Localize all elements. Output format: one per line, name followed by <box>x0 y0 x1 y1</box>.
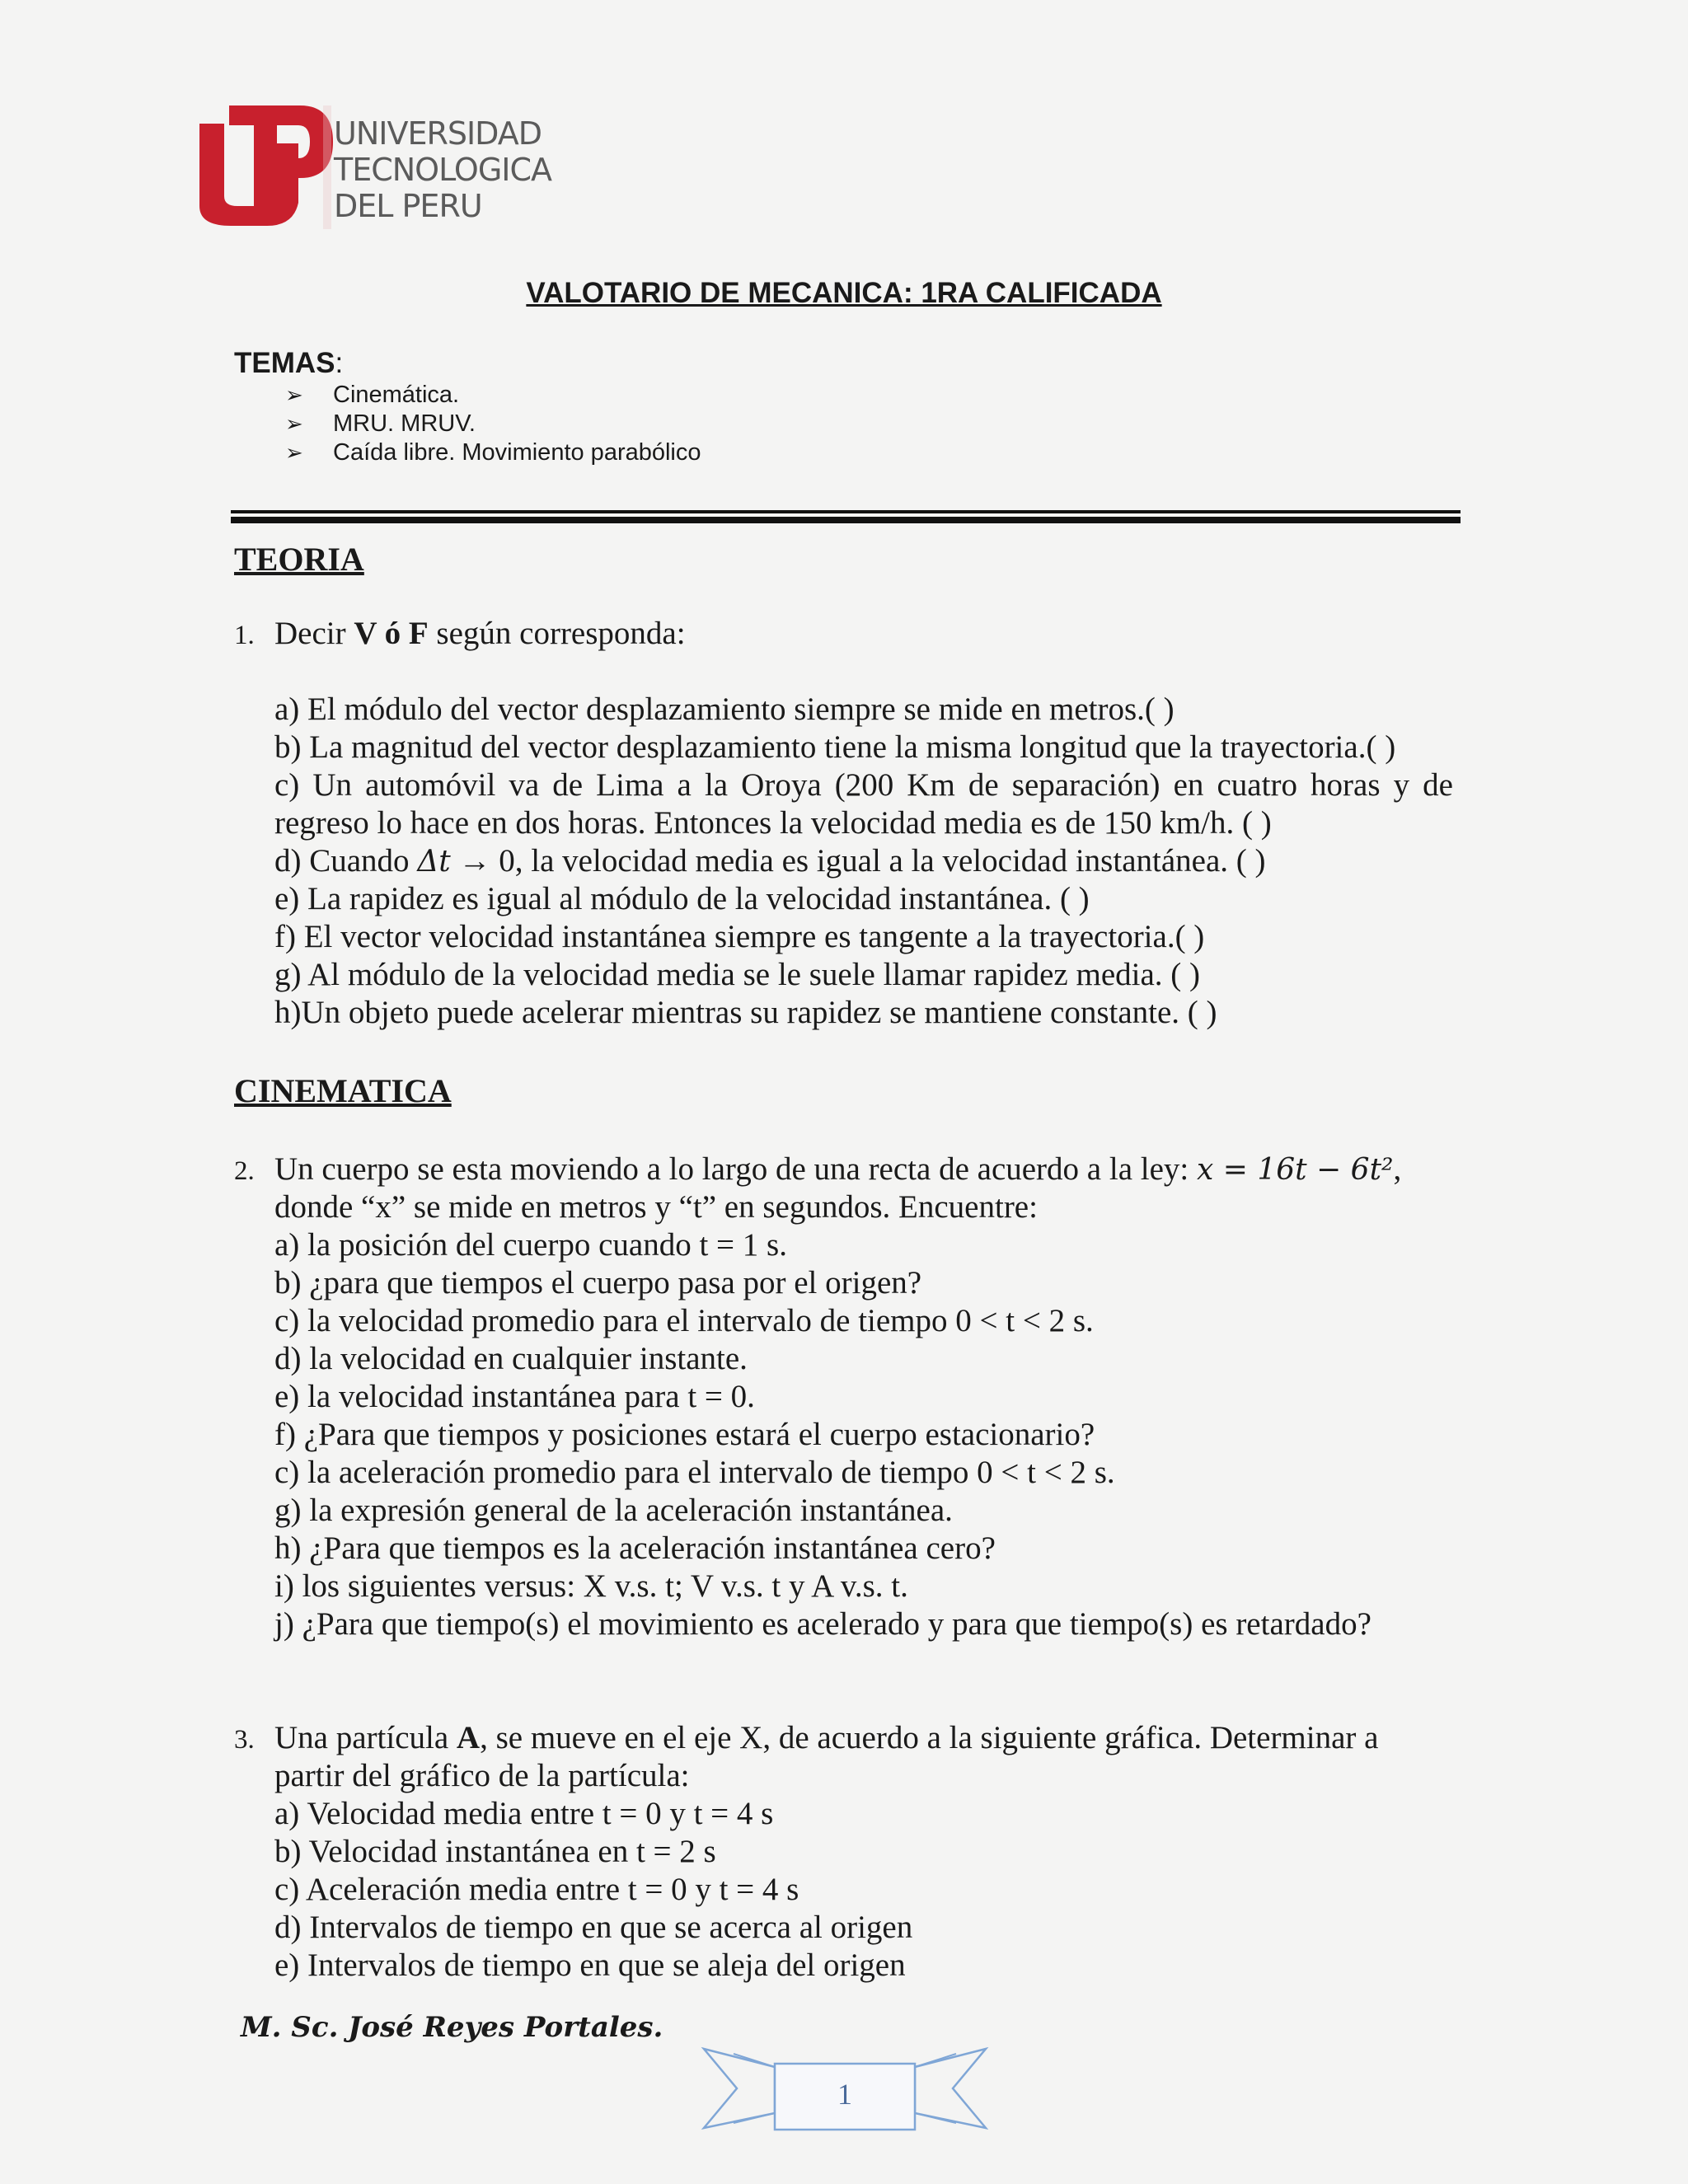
question-number: 3. <box>234 1725 255 1755</box>
question-2-item: j) ¿Para que tiempo(s) el movimiento es acelerado y para que tiempo(s) es retardado? <box>274 1606 1372 1642</box>
arrow-bullet-icon: ➢ <box>285 411 303 436</box>
question-2-item: c) la velocidad promedio para el intervalo de tiempo 0 < t < 2 s. <box>274 1303 1094 1338</box>
prompt-bold: V ó F <box>354 616 429 651</box>
statement-h: h)Un objeto puede acelerar mientras su rapidez se mantiene constante. ( ) <box>274 995 1217 1030</box>
question-2-item: d) la velocidad en cualquier instante. <box>274 1341 748 1376</box>
temas-item <box>285 410 701 438</box>
question-3-item: d) Intervalos de tiempo en que se acerca al origen <box>274 1910 913 1945</box>
question-2-item: b) ¿para que tiempos el cuerpo pasa por el origen? <box>274 1265 922 1301</box>
question-text: Una partícula <box>274 1720 457 1755</box>
question-2-item: g) la expresión general de la aceleración instantánea. <box>274 1493 953 1528</box>
question-text: , se mueve en el eje X, de acuerdo a la siguiente gráfica. Determinar a <box>480 1720 1379 1755</box>
question-text: Un cuerpo se esta moviendo a lo largo de una recta de acuerdo a la ley: <box>274 1151 1197 1187</box>
divider-thin <box>231 510 1461 513</box>
temas-list <box>285 381 701 467</box>
question-3-item: a) Velocidad media entre t = 0 y t = 4 s <box>274 1796 774 1831</box>
section-heading-cinematica: CINEMATICA <box>234 1072 452 1109</box>
prompt-text: según corresponda: <box>428 616 686 651</box>
question-3-item: e) Intervalos de tiempo en que se aleja del origen <box>274 1947 906 1983</box>
arrow-bullet-icon: ➢ <box>285 382 303 407</box>
statement-f: f) El vector velocidad instantánea siempre es tangente a la trayectoria.( ) <box>274 919 1205 954</box>
question-2-item: i) los siguientes versus: X v.s. t; V v.s. t y A v.s. t. <box>274 1568 908 1604</box>
logo-wordmark <box>334 115 551 224</box>
question-number: 2. <box>234 1156 255 1186</box>
question-3-item: c) Aceleración media entre t = 0 y t = 4 s <box>274 1872 799 1907</box>
question-2-item: f) ¿Para que tiempos y posiciones estará el cuerpo estacionario? <box>274 1417 1095 1452</box>
temas-item <box>285 438 701 467</box>
question-3-line1 <box>274 1719 1378 1756</box>
question-2-item: e) la velocidad instantánea para t = 0. <box>274 1379 755 1414</box>
arrow-bullet-icon: ➢ <box>285 440 303 465</box>
question-2-line2: donde “x” se mide en metros y “t” en segundos. Encuentre: <box>274 1189 1038 1225</box>
statement-d <box>274 842 1266 879</box>
author-signature: M. Sc. José Reyes Portales. <box>241 2011 663 2044</box>
temas-item-label: MRU. MRUV. <box>333 410 476 437</box>
statement-c-line2: regreso lo hace en dos horas. Entonces la velocidad media es de 150 km/h. ( ) <box>274 805 1272 841</box>
statement-b: b) La magnitud del vector desplazamiento tiene la misma longitud que la trayectoria.( ) <box>274 729 1396 765</box>
page-number: 1 <box>837 2078 852 2111</box>
math-delta-t: Δt <box>417 845 451 879</box>
question-3-item: b) Velocidad instantánea en t = 2 s <box>274 1834 716 1869</box>
temas-label: TEMAS <box>234 347 335 379</box>
statement-c-line1: c) Un automóvil va de Lima a la Oroya (200 Km de separación) en cuatro horas y de <box>274 767 1453 803</box>
document-title: VALOTARIO DE MECANICA: 1RA CALIFICADA <box>526 277 1162 309</box>
statement-text: d) Cuando <box>274 843 418 879</box>
question-number: 1. <box>234 621 255 650</box>
question-1-prompt <box>274 615 686 652</box>
question-2-line1 <box>274 1151 1401 1188</box>
prompt-text: Decir <box>274 616 354 651</box>
statement-e: e) La rapidez es igual al módulo de la velocidad instantánea. ( ) <box>274 881 1090 916</box>
logo-line-3: DEL PERU <box>334 188 482 224</box>
section-heading-teoria: TEORIA <box>234 541 364 578</box>
temas-item <box>285 381 701 410</box>
logo-line-2: TECNOLOGICA <box>334 152 551 188</box>
temas-heading <box>234 347 343 380</box>
temas-colon: : <box>335 347 344 379</box>
question-3-line2: partir del gráfico de la partícula: <box>274 1758 690 1793</box>
math-position-law: x = 16t − 6t² <box>1196 1153 1394 1187</box>
temas-item-label: Caída libre. Movimiento parabólico <box>333 439 701 466</box>
statement-a: a) El módulo del vector desplazamiento siempre se mide en metros.( ) <box>274 691 1175 727</box>
question-2-item: a) la posición del cuerpo cuando t = 1 s. <box>274 1227 787 1263</box>
statement-g: g) Al módulo de la velocidad media se le suele llamar rapidez media. ( ) <box>274 957 1201 992</box>
question-text: , <box>1393 1151 1402 1187</box>
question-2-item: c) la aceleración promedio para el intervalo de tiempo 0 < t < 2 s. <box>274 1455 1115 1490</box>
question-2-item: h) ¿Para que tiempos es la aceleración instantánea cero? <box>274 1530 996 1566</box>
statement-text: → 0, la velocidad media es igual a la velocidad instantánea. ( ) <box>450 843 1266 879</box>
particle-label: A <box>456 1720 481 1755</box>
temas-item-label: Cinemática. <box>333 382 460 408</box>
logo-line-1: UNIVERSIDAD <box>334 115 542 152</box>
divider-thick <box>231 517 1461 523</box>
